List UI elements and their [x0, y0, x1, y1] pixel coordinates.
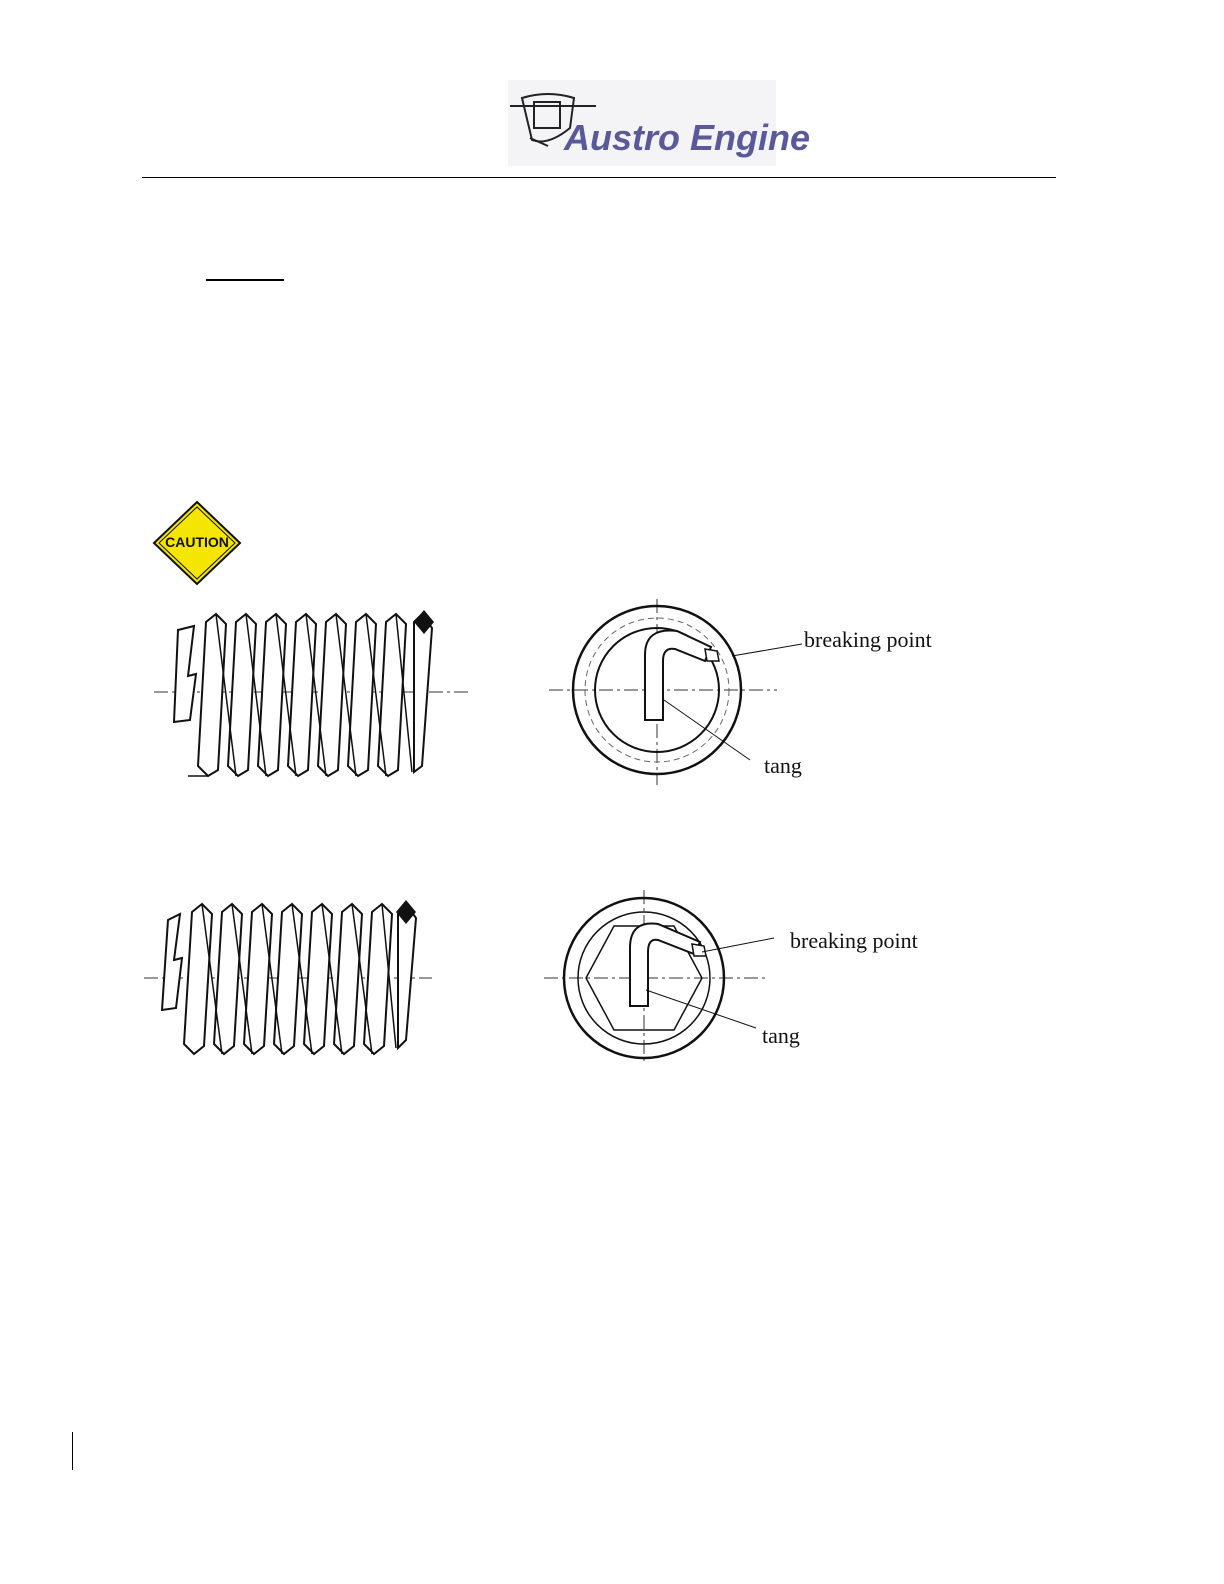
austro-engine-logo	[508, 80, 811, 166]
logo-wordmark: Austro Engine	[564, 117, 811, 158]
breaking-point-label-bottom: breaking point	[790, 928, 918, 953]
helical-insert-side-view-bottom	[140, 890, 440, 1070]
helical-insert-side-view-top	[150, 600, 480, 790]
header-divider	[142, 177, 1056, 178]
tang-label-top: tang	[764, 753, 802, 778]
caution-sign	[152, 500, 242, 586]
underlined-heading-mark	[206, 279, 284, 281]
caution-label: CAUTION	[165, 534, 229, 550]
breaking-point-label-top: breaking point	[804, 627, 932, 652]
tang-label-bottom: tang	[762, 1023, 800, 1048]
page-margin-bar	[72, 1432, 73, 1470]
